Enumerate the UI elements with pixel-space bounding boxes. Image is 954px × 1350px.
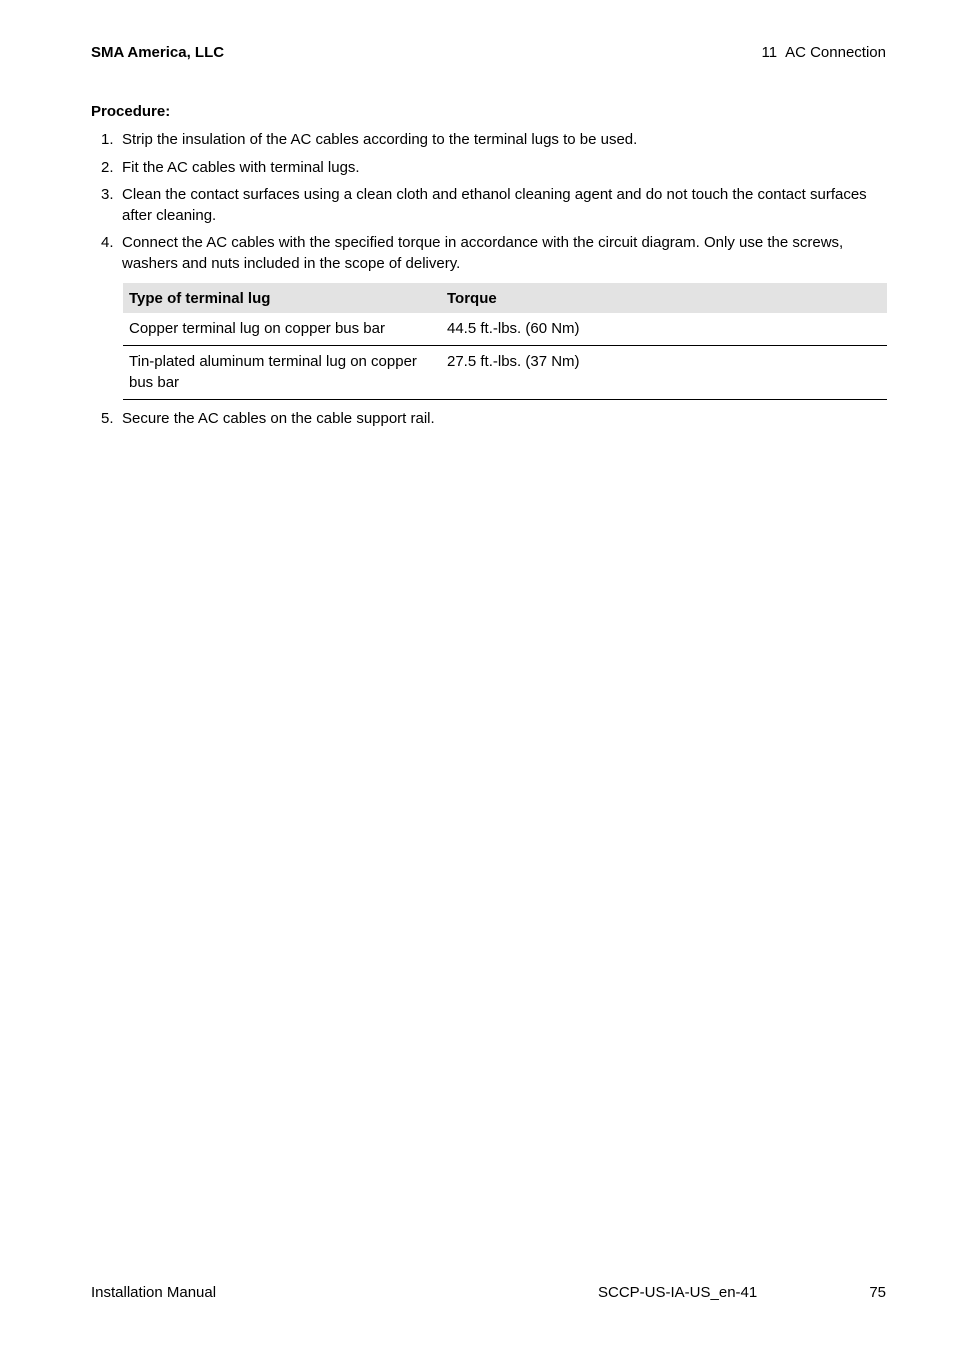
procedure-step [91,184,886,226]
section-number: 11 [761,44,778,61]
step-number: 4. [101,234,114,251]
procedure-step [91,157,886,178]
table-cell: 44.5 ft.-lbs. (60 Nm) [441,313,887,346]
procedure-title: Procedure: [91,103,171,120]
step-number: 3. [101,186,114,203]
step-text: Connect the AC cables with the specified torque in accordance with the circuit diagram. Only use the screws, washers and nuts included in the scope of delivery. [122,234,844,272]
step-text: Fit the AC cables with terminal lugs. [122,159,360,176]
footer-doc-id: SCCP-US-IA-US_en-41 [598,1284,758,1301]
table-cell: Copper terminal lug on copper bus bar [123,313,441,346]
step-number: 2. [101,159,114,176]
procedure-step [91,129,886,150]
torque-table [123,283,887,400]
table-cell: 27.5 ft.-lbs. (37 Nm) [441,346,887,400]
header-company: SMA America, LLC [91,44,225,61]
table-row [123,313,887,346]
procedure-step [91,232,886,274]
page-number: 75 [869,1284,886,1301]
table-row [123,346,887,400]
step-number: 1. [101,131,114,148]
header-section [762,44,886,61]
table-cell: Tin-plated aluminum terminal lug on copper bus bar [123,346,441,400]
column-header: Type of terminal lug [123,283,441,313]
section-title: AC Connection [785,44,886,61]
step-number: 5. [101,410,114,427]
step-text: Secure the AC cables on the cable support rail. [122,410,435,427]
footer-manual: Installation Manual [91,1284,217,1301]
step-text: Clean the contact surfaces using a clean cloth and ethanol cleaning agent and do not touch the contact surfaces after cleaning. [122,186,867,224]
step-text: Strip the insulation of the AC cables according to the terminal lugs to be used. [122,131,638,148]
procedure-step [91,408,886,429]
column-header: Torque [441,283,887,313]
table-header-row [123,283,887,313]
